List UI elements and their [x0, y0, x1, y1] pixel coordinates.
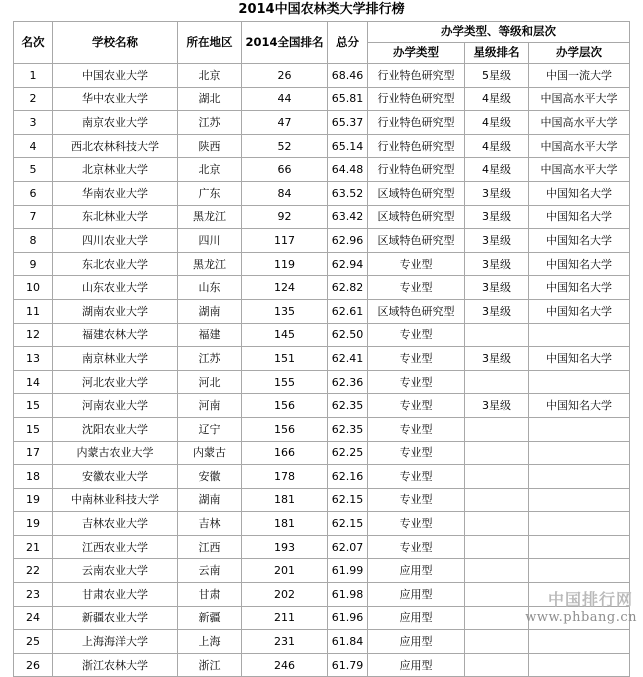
cell-region: 江苏 [178, 347, 242, 371]
cell-school: 东北农业大学 [53, 252, 178, 276]
cell-star: 3星级 [465, 347, 529, 371]
cell-score: 68.46 [328, 64, 368, 88]
cell-type: 专业型 [368, 488, 465, 512]
column-header-region: 所在地区 [178, 22, 242, 64]
cell-rank: 17 [14, 441, 53, 465]
cell-national-rank: 156 [242, 417, 328, 441]
cell-school: 甘肃农业大学 [53, 583, 178, 607]
cell-national-rank: 151 [242, 347, 328, 371]
cell-level [529, 630, 630, 654]
university-ranking-table [13, 21, 630, 677]
cell-type: 区域特色研究型 [368, 299, 465, 323]
cell-national-rank: 181 [242, 512, 328, 536]
cell-school: 吉林农业大学 [53, 512, 178, 536]
cell-type: 专业型 [368, 323, 465, 347]
column-header-rank: 名次 [14, 22, 53, 64]
cell-rank: 13 [14, 347, 53, 371]
cell-score: 62.96 [328, 229, 368, 253]
cell-star [465, 630, 529, 654]
cell-school: 东北林业大学 [53, 205, 178, 229]
cell-type: 行业特色研究型 [368, 111, 465, 135]
cell-score: 61.98 [328, 583, 368, 607]
cell-level [529, 559, 630, 583]
table-row [14, 630, 630, 654]
cell-level [529, 606, 630, 630]
cell-level [529, 583, 630, 607]
cell-national-rank: 135 [242, 299, 328, 323]
table-row [14, 512, 630, 536]
cell-level: 中国知名大学 [529, 181, 630, 205]
cell-star [465, 559, 529, 583]
cell-star: 3星级 [465, 229, 529, 253]
cell-score: 64.48 [328, 158, 368, 182]
cell-star [465, 535, 529, 559]
cell-school: 云南农业大学 [53, 559, 178, 583]
cell-school: 内蒙古农业大学 [53, 441, 178, 465]
cell-level: 中国高水平大学 [529, 134, 630, 158]
cell-star: 4星级 [465, 87, 529, 111]
cell-region: 新疆 [178, 606, 242, 630]
cell-score: 65.81 [328, 87, 368, 111]
column-header-national-rank: 2014全国排名 [242, 22, 328, 64]
cell-national-rank: 26 [242, 64, 328, 88]
cell-region: 湖南 [178, 299, 242, 323]
table-row [14, 158, 630, 182]
cell-school: 河南农业大学 [53, 394, 178, 418]
cell-rank: 10 [14, 276, 53, 300]
ranking-table-container [13, 21, 629, 677]
cell-level [529, 323, 630, 347]
cell-star: 4星级 [465, 134, 529, 158]
cell-type: 区域特色研究型 [368, 205, 465, 229]
cell-type: 专业型 [368, 441, 465, 465]
cell-type: 行业特色研究型 [368, 134, 465, 158]
cell-type: 应用型 [368, 653, 465, 677]
cell-level: 中国知名大学 [529, 276, 630, 300]
column-header-type: 办学类型 [368, 43, 465, 64]
cell-score: 62.82 [328, 276, 368, 300]
cell-score: 62.94 [328, 252, 368, 276]
table-row [14, 252, 630, 276]
table-row [14, 441, 630, 465]
cell-school: 北京林业大学 [53, 158, 178, 182]
cell-national-rank: 166 [242, 441, 328, 465]
cell-star: 4星级 [465, 111, 529, 135]
cell-national-rank: 201 [242, 559, 328, 583]
cell-rank: 21 [14, 535, 53, 559]
cell-type: 专业型 [368, 347, 465, 371]
cell-rank: 24 [14, 606, 53, 630]
cell-star [465, 370, 529, 394]
cell-star [465, 488, 529, 512]
cell-national-rank: 92 [242, 205, 328, 229]
cell-type: 专业型 [368, 417, 465, 441]
cell-score: 63.52 [328, 181, 368, 205]
cell-star: 3星级 [465, 299, 529, 323]
cell-score: 62.41 [328, 347, 368, 371]
cell-rank: 14 [14, 370, 53, 394]
table-row [14, 111, 630, 135]
table-row [14, 606, 630, 630]
cell-rank: 11 [14, 299, 53, 323]
cell-score: 62.35 [328, 417, 368, 441]
header-row-top [14, 22, 630, 43]
table-row [14, 370, 630, 394]
cell-school: 西北农林科技大学 [53, 134, 178, 158]
cell-level: 中国知名大学 [529, 252, 630, 276]
cell-score: 62.50 [328, 323, 368, 347]
cell-star [465, 465, 529, 489]
cell-region: 河北 [178, 370, 242, 394]
cell-region: 湖南 [178, 488, 242, 512]
cell-region: 甘肃 [178, 583, 242, 607]
cell-star: 3星级 [465, 394, 529, 418]
cell-star [465, 583, 529, 607]
cell-region: 山东 [178, 276, 242, 300]
cell-level [529, 512, 630, 536]
cell-national-rank: 66 [242, 158, 328, 182]
cell-school: 南京农业大学 [53, 111, 178, 135]
column-header-school: 学校名称 [53, 22, 178, 64]
cell-national-rank: 156 [242, 394, 328, 418]
cell-rank: 9 [14, 252, 53, 276]
cell-region: 云南 [178, 559, 242, 583]
cell-rank: 3 [14, 111, 53, 135]
column-header-star: 星级排名 [465, 43, 529, 64]
table-row [14, 323, 630, 347]
cell-level [529, 441, 630, 465]
cell-school: 华中农业大学 [53, 87, 178, 111]
cell-star [465, 512, 529, 536]
table-row [14, 276, 630, 300]
cell-region: 北京 [178, 64, 242, 88]
cell-score: 62.07 [328, 535, 368, 559]
cell-national-rank: 52 [242, 134, 328, 158]
cell-score: 62.61 [328, 299, 368, 323]
cell-type: 专业型 [368, 394, 465, 418]
cell-score: 61.99 [328, 559, 368, 583]
cell-score: 62.35 [328, 394, 368, 418]
table-row [14, 583, 630, 607]
cell-region: 黑龙江 [178, 252, 242, 276]
cell-region: 陕西 [178, 134, 242, 158]
cell-score: 61.84 [328, 630, 368, 654]
cell-national-rank: 211 [242, 606, 328, 630]
cell-score: 62.15 [328, 488, 368, 512]
table-row [14, 488, 630, 512]
cell-type: 应用型 [368, 583, 465, 607]
cell-score: 61.79 [328, 653, 368, 677]
cell-type: 专业型 [368, 276, 465, 300]
cell-level: 中国高水平大学 [529, 111, 630, 135]
cell-type: 应用型 [368, 606, 465, 630]
cell-score: 62.16 [328, 465, 368, 489]
cell-national-rank: 178 [242, 465, 328, 489]
cell-score: 62.36 [328, 370, 368, 394]
cell-type: 行业特色研究型 [368, 64, 465, 88]
column-header-group: 办学类型、等级和层次 [368, 22, 630, 43]
cell-rank: 15 [14, 417, 53, 441]
cell-school: 安徽农业大学 [53, 465, 178, 489]
cell-level [529, 465, 630, 489]
cell-rank: 19 [14, 488, 53, 512]
cell-level [529, 653, 630, 677]
cell-national-rank: 44 [242, 87, 328, 111]
table-row [14, 465, 630, 489]
cell-region: 浙江 [178, 653, 242, 677]
cell-school: 新疆农业大学 [53, 606, 178, 630]
cell-national-rank: 47 [242, 111, 328, 135]
cell-level: 中国知名大学 [529, 347, 630, 371]
cell-star [465, 606, 529, 630]
cell-school: 华南农业大学 [53, 181, 178, 205]
watermark-site-name: 中国排行网 [547, 590, 633, 609]
table-row [14, 64, 630, 88]
cell-region: 广东 [178, 181, 242, 205]
cell-type: 专业型 [368, 370, 465, 394]
cell-rank: 15 [14, 394, 53, 418]
cell-level: 中国知名大学 [529, 205, 630, 229]
cell-star: 4星级 [465, 158, 529, 182]
cell-school: 南京林业大学 [53, 347, 178, 371]
cell-level [529, 370, 630, 394]
cell-national-rank: 84 [242, 181, 328, 205]
cell-rank: 23 [14, 583, 53, 607]
cell-region: 江西 [178, 535, 242, 559]
column-header-level: 办学层次 [529, 43, 630, 64]
cell-rank: 12 [14, 323, 53, 347]
cell-national-rank: 231 [242, 630, 328, 654]
cell-rank: 1 [14, 64, 53, 88]
cell-region: 四川 [178, 229, 242, 253]
cell-school: 江西农业大学 [53, 535, 178, 559]
table-row [14, 87, 630, 111]
cell-school: 沈阳农业大学 [53, 417, 178, 441]
cell-rank: 25 [14, 630, 53, 654]
table-row [14, 229, 630, 253]
cell-national-rank: 193 [242, 535, 328, 559]
cell-score: 62.25 [328, 441, 368, 465]
cell-region: 河南 [178, 394, 242, 418]
cell-level: 中国高水平大学 [529, 158, 630, 182]
cell-school: 四川农业大学 [53, 229, 178, 253]
cell-rank: 19 [14, 512, 53, 536]
cell-type: 专业型 [368, 535, 465, 559]
table-row [14, 347, 630, 371]
cell-national-rank: 155 [242, 370, 328, 394]
cell-school: 河北农业大学 [53, 370, 178, 394]
cell-star: 5星级 [465, 64, 529, 88]
cell-star [465, 653, 529, 677]
cell-type: 专业型 [368, 252, 465, 276]
cell-level [529, 535, 630, 559]
cell-type: 区域特色研究型 [368, 229, 465, 253]
table-body [14, 64, 630, 677]
cell-national-rank: 119 [242, 252, 328, 276]
cell-region: 内蒙古 [178, 441, 242, 465]
cell-rank: 8 [14, 229, 53, 253]
cell-type: 行业特色研究型 [368, 87, 465, 111]
cell-type: 应用型 [368, 559, 465, 583]
cell-national-rank: 117 [242, 229, 328, 253]
cell-score: 65.37 [328, 111, 368, 135]
cell-rank: 18 [14, 465, 53, 489]
cell-score: 62.15 [328, 512, 368, 536]
cell-region: 上海 [178, 630, 242, 654]
cell-rank: 5 [14, 158, 53, 182]
cell-school: 湖南农业大学 [53, 299, 178, 323]
cell-school: 浙江农林大学 [53, 653, 178, 677]
cell-school: 山东农业大学 [53, 276, 178, 300]
cell-region: 安徽 [178, 465, 242, 489]
cell-star: 3星级 [465, 181, 529, 205]
column-header-score: 总分 [328, 22, 368, 64]
cell-score: 65.14 [328, 134, 368, 158]
cell-rank: 6 [14, 181, 53, 205]
cell-national-rank: 246 [242, 653, 328, 677]
table-row [14, 535, 630, 559]
cell-type: 行业特色研究型 [368, 158, 465, 182]
cell-rank: 26 [14, 653, 53, 677]
table-header [14, 22, 630, 64]
cell-star: 3星级 [465, 252, 529, 276]
cell-type: 应用型 [368, 630, 465, 654]
cell-level: 中国高水平大学 [529, 87, 630, 111]
cell-national-rank: 202 [242, 583, 328, 607]
cell-level: 中国知名大学 [529, 299, 630, 323]
cell-star [465, 441, 529, 465]
cell-star: 3星级 [465, 205, 529, 229]
table-row [14, 559, 630, 583]
cell-star [465, 417, 529, 441]
cell-rank: 7 [14, 205, 53, 229]
cell-type: 专业型 [368, 465, 465, 489]
cell-rank: 22 [14, 559, 53, 583]
cell-region: 江苏 [178, 111, 242, 135]
cell-school: 福建农林大学 [53, 323, 178, 347]
cell-rank: 4 [14, 134, 53, 158]
cell-level [529, 488, 630, 512]
cell-rank: 2 [14, 87, 53, 111]
cell-level: 中国一流大学 [529, 64, 630, 88]
cell-region: 辽宁 [178, 417, 242, 441]
table-row [14, 299, 630, 323]
table-row [14, 134, 630, 158]
cell-region: 北京 [178, 158, 242, 182]
cell-school: 中南林业科技大学 [53, 488, 178, 512]
table-row [14, 394, 630, 418]
cell-region: 黑龙江 [178, 205, 242, 229]
cell-score: 63.42 [328, 205, 368, 229]
watermark-site-url: www.phbang.cn [525, 610, 637, 625]
table-row [14, 181, 630, 205]
cell-region: 福建 [178, 323, 242, 347]
cell-level: 中国知名大学 [529, 229, 630, 253]
cell-national-rank: 181 [242, 488, 328, 512]
page-title: 2014中国农林类大学排行榜 [238, 2, 405, 17]
cell-school: 中国农业大学 [53, 64, 178, 88]
cell-level: 中国知名大学 [529, 394, 630, 418]
cell-type: 区域特色研究型 [368, 181, 465, 205]
cell-national-rank: 124 [242, 276, 328, 300]
table-row [14, 205, 630, 229]
table-row [14, 417, 630, 441]
cell-star [465, 323, 529, 347]
cell-star: 3星级 [465, 276, 529, 300]
cell-national-rank: 145 [242, 323, 328, 347]
table-row [14, 653, 630, 677]
cell-type: 专业型 [368, 512, 465, 536]
cell-level [529, 417, 630, 441]
cell-school: 上海海洋大学 [53, 630, 178, 654]
cell-score: 61.96 [328, 606, 368, 630]
cell-region: 湖北 [178, 87, 242, 111]
cell-region: 吉林 [178, 512, 242, 536]
